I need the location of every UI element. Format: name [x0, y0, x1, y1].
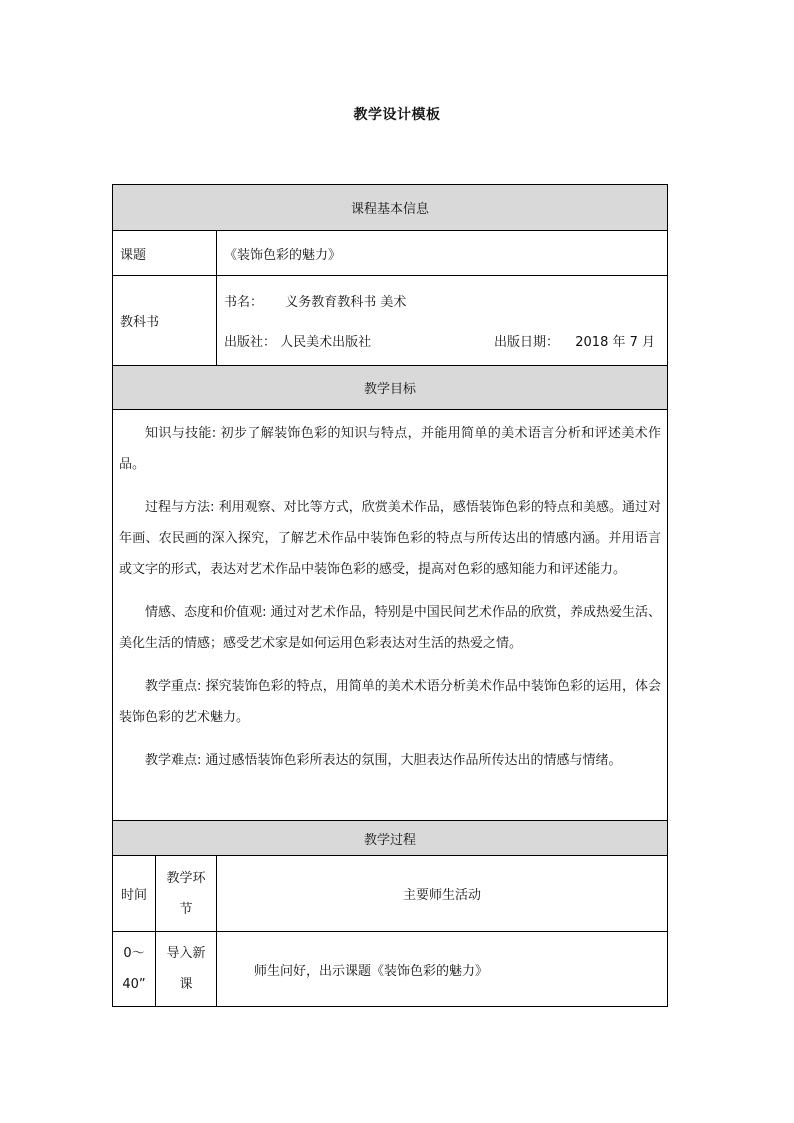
topic-label: 课题: [113, 231, 217, 276]
objectives-header: 教学目标: [113, 366, 668, 410]
objective-knowledge: 知识与技能: 初步了解装饰色彩的知识与特点，并能用简单的美术语言分析和评述美术作品。: [119, 426, 662, 472]
pub-date-label: 出版日期：: [493, 335, 559, 350]
book-name-value: 义务教育教科书 美术: [285, 295, 407, 310]
topic-value: 《装饰色彩的魅力》: [217, 231, 668, 276]
col-activity-header: 主要师生活动: [217, 856, 668, 932]
lesson-plan-table: [112, 184, 668, 1007]
row-stage: 导入新课: [156, 932, 217, 1007]
pub-date-value: 2018 年 7 月: [575, 335, 656, 350]
textbook-label: 教科书: [113, 276, 217, 366]
objective-key-point: 教学重点: 探究装饰色彩的特点，用简单的美术术语分析美术作品中装饰色彩的运用，体会装饰色彩的艺术魅力。: [119, 679, 662, 725]
row-activity: 师生问好，出示课题《装饰色彩的魅力》: [217, 932, 668, 1007]
publisher-label: 出版社：: [224, 335, 277, 350]
page-title: 教学设计模板: [353, 107, 441, 123]
objective-emotion: 情感、态度和价值观: 通过对艺术作品，特别是中国民间艺术作品的欣赏，养成热爱生活、美化生活的情感；感受艺术家是如何运用色彩表达对生活的热爱之情。: [119, 605, 662, 651]
objectives-content: [113, 410, 668, 821]
textbook-details: [217, 276, 668, 366]
book-name-label: 书名：: [224, 295, 264, 310]
row-time: 0～40”: [113, 932, 156, 1007]
process-header: 教学过程: [113, 821, 668, 856]
col-stage-header: 教学环节: [156, 856, 217, 932]
objective-process: 过程与方法: 利用观察、对比等方式，欣赏美术作品，感悟装饰色彩的特点和美感。通过对年画、农民画的深入探究，了解艺术作品中装饰色彩的特点与所传达出的情感内涵。并用语言或文字的形式，表达对艺术作品中装饰色彩的感受，提高对色彩的感知能力和评述能力。: [119, 500, 662, 577]
publisher-value: 人民美术出版社: [280, 335, 372, 350]
objective-difficulty: 教学难点: 通过感悟装饰色彩所表达的氛围，大胆表达作品所传达出的情感与情绪。: [145, 753, 622, 768]
col-time-header: 时间: [113, 856, 156, 932]
basic-info-header: 课程基本信息: [113, 185, 668, 231]
